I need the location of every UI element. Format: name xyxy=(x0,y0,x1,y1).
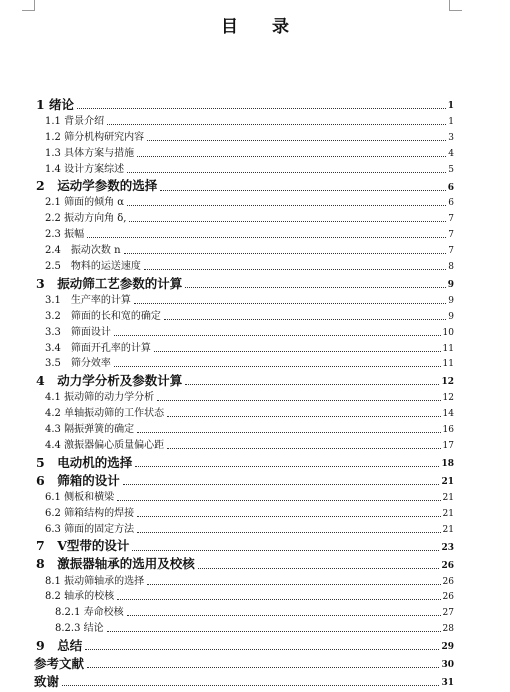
toc-entry-page-number: 3 xyxy=(448,132,454,143)
toc-entry-title: 5 电动机的选择 xyxy=(36,454,133,470)
toc-entry-page-number: 21 xyxy=(442,524,454,535)
toc-entry-page-number: 23 xyxy=(441,542,454,553)
toc-entry-page-number: 12 xyxy=(441,377,454,388)
toc-entry-page-number: 17 xyxy=(442,441,454,452)
dot-leader xyxy=(198,568,440,569)
corner-mark-right xyxy=(449,0,462,11)
toc-entry[interactable] xyxy=(34,634,454,652)
toc-entry-title: 3.5 筛分效率 xyxy=(45,358,111,370)
dot-leader xyxy=(127,615,441,616)
toc-entry-page-number: 26 xyxy=(441,560,454,571)
toc-entry[interactable] xyxy=(34,193,454,209)
dot-leader xyxy=(137,516,440,517)
dot-leader xyxy=(114,366,441,367)
toc-entry-page-number: 26 xyxy=(442,576,454,587)
dot-leader xyxy=(77,108,446,109)
dot-leader xyxy=(127,172,446,173)
toc-entry[interactable] xyxy=(34,306,454,322)
dot-leader xyxy=(167,416,440,417)
toc-entry[interactable] xyxy=(34,322,454,338)
toc-entry-title: 8 激振器轴承的选用及校核 xyxy=(36,556,195,572)
corner-mark-left xyxy=(22,0,35,11)
toc-entry[interactable] xyxy=(34,419,454,435)
toc-entry[interactable] xyxy=(34,553,454,571)
toc-entry-title: 8.2.3 结论 xyxy=(55,623,104,635)
dot-leader xyxy=(107,631,441,632)
dot-leader xyxy=(87,237,446,238)
toc-entry-title: 2.2 振动方向角 δ, xyxy=(45,213,127,225)
dot-leader xyxy=(62,685,439,686)
toc-entry[interactable] xyxy=(34,272,454,290)
toc-entry[interactable] xyxy=(34,451,454,469)
toc-entry-page-number: 1 xyxy=(447,101,454,111)
toc-entry-page-number: 7 xyxy=(448,214,454,225)
toc-entry[interactable] xyxy=(34,143,454,159)
toc-entry-title: 1.1 背景介绍 xyxy=(45,115,105,127)
toc-entry-title: 4.3 隔振弹簧的确定 xyxy=(45,424,135,436)
dot-leader xyxy=(117,599,440,600)
toc-entry-page-number: 9 xyxy=(448,311,454,322)
dot-leader xyxy=(135,466,439,467)
toc-entry-title: 2.5 物料的运送速度 xyxy=(45,261,141,273)
toc-entry-title: 2.1 筛面的倾角 α xyxy=(45,197,125,209)
toc-entry-title: 6.3 筛面的固定方法 xyxy=(45,523,135,535)
toc-entry-page-number: 12 xyxy=(442,393,454,404)
toc-entry-page-number: 16 xyxy=(442,425,454,436)
toc-entry-title: 致谢 xyxy=(34,673,60,689)
dot-leader xyxy=(123,484,440,485)
toc-entry-page-number: 7 xyxy=(448,230,454,241)
toc-entry-title: 6.2 筛箱结构的焊接 xyxy=(45,507,135,519)
toc-entry-title: 3.2 筛面的长和宽的确定 xyxy=(45,310,161,322)
toc-entry-title: 1.3 具体方案与措施 xyxy=(45,147,135,159)
dot-leader xyxy=(87,667,439,668)
toc-entry-title: 1.2 筛分机构研究内容 xyxy=(45,131,145,143)
dot-leader xyxy=(154,351,441,352)
toc-entry[interactable] xyxy=(34,93,454,111)
toc-entry-title: 4 动力学分析及参数计算 xyxy=(36,372,183,388)
dot-leader xyxy=(132,550,439,551)
toc-entry-title: 9 总结 xyxy=(36,637,83,653)
toc-entry[interactable] xyxy=(34,224,454,240)
toc-entry[interactable] xyxy=(34,571,454,587)
toc-entry[interactable] xyxy=(34,469,454,487)
toc-entry-title: 2.4 振动次数 n xyxy=(45,245,121,257)
toc-entry[interactable] xyxy=(34,587,454,603)
toc-entry[interactable] xyxy=(34,175,454,193)
toc-entry-page-number: 26 xyxy=(442,592,454,603)
dot-leader xyxy=(157,400,440,401)
toc-entry-title: 7 V型带的设计 xyxy=(36,538,130,554)
toc-entry[interactable] xyxy=(34,240,454,256)
toc-entry[interactable] xyxy=(34,256,454,272)
dot-leader xyxy=(167,448,440,449)
toc-entry[interactable] xyxy=(34,670,454,688)
toc-entry-title: 参考文献 xyxy=(34,655,85,671)
toc-entry-title: 3 振动筛工艺参数的计算 xyxy=(36,275,183,291)
toc-entry[interactable] xyxy=(34,535,454,553)
toc-entry-title: 1 绪论 xyxy=(36,96,75,112)
toc-entry-page-number: 27 xyxy=(442,608,454,619)
toc-entry[interactable] xyxy=(34,290,454,306)
dot-leader xyxy=(107,124,446,125)
toc-entry[interactable] xyxy=(34,602,454,618)
toc-entry-title: 2.3 振幅 xyxy=(45,229,85,241)
toc-entry-page-number: 5 xyxy=(448,164,454,175)
toc-entry-page-number: 21 xyxy=(441,477,454,488)
dot-leader xyxy=(129,221,446,222)
toc-entry[interactable] xyxy=(34,652,454,670)
toc-entry-title: 2 运动学参数的选择 xyxy=(36,178,158,194)
dot-leader xyxy=(137,432,440,433)
toc-entry-page-number: 18 xyxy=(441,459,454,470)
toc-entry-page-number: 11 xyxy=(442,343,454,354)
toc-entry-page-number: 4 xyxy=(448,148,454,159)
toc-entry-page-number: 31 xyxy=(441,678,454,689)
dot-leader xyxy=(127,205,446,206)
toc-entry-page-number: 6 xyxy=(447,182,454,193)
dot-leader xyxy=(160,190,446,191)
toc-entry-page-number: 7 xyxy=(448,246,454,257)
toc-entry[interactable] xyxy=(34,503,454,519)
toc-entry[interactable] xyxy=(34,354,454,370)
toc-entry-title: 6 筛箱的设计 xyxy=(36,472,120,488)
toc-entry[interactable] xyxy=(34,618,454,634)
toc-entry-title: 4.4 激振器偏心质量偏心距 xyxy=(45,440,165,452)
toc-entry[interactable] xyxy=(34,435,454,451)
page-title: 目 录 xyxy=(221,17,303,37)
dot-leader xyxy=(185,384,439,385)
dot-leader xyxy=(124,253,447,254)
toc-entry[interactable] xyxy=(34,369,454,387)
dot-leader xyxy=(114,335,441,336)
table-of-contents xyxy=(34,93,454,688)
dot-leader xyxy=(117,500,440,501)
toc-entry-title: 8.1 振动筛轴承的选择 xyxy=(45,575,145,587)
dot-leader xyxy=(185,287,446,288)
toc-entry[interactable] xyxy=(34,338,454,354)
toc-entry-title: 1.4 设计方案综述 xyxy=(45,163,125,175)
toc-entry[interactable] xyxy=(34,208,454,224)
toc-entry-page-number: 21 xyxy=(442,492,454,503)
toc-entry-page-number: 28 xyxy=(442,624,454,635)
dot-leader xyxy=(164,319,446,320)
dot-leader xyxy=(144,269,446,270)
dot-leader xyxy=(147,584,440,585)
toc-entry-page-number: 8 xyxy=(448,262,454,273)
toc-entry-page-number: 21 xyxy=(442,508,454,519)
toc-entry[interactable] xyxy=(34,127,454,143)
toc-entry[interactable] xyxy=(34,519,454,535)
toc-entry-page-number: 6 xyxy=(448,198,454,209)
toc-entry-page-number: 11 xyxy=(442,359,454,370)
toc-entry-page-number: 9 xyxy=(448,295,454,306)
toc-entry[interactable] xyxy=(34,387,454,403)
toc-entry-page-number: 14 xyxy=(442,409,454,420)
toc-entry-title: 4.2 单轴振动筛的工作状态 xyxy=(45,408,165,420)
dot-leader xyxy=(147,140,446,141)
dot-leader xyxy=(137,532,440,533)
dot-leader xyxy=(134,303,446,304)
toc-entry-page-number: 9 xyxy=(447,280,454,291)
toc-entry-title: 8.2 轴承的校核 xyxy=(45,591,115,603)
toc-entry[interactable] xyxy=(34,487,454,503)
toc-entry-title: 6.1 侧板和横梁 xyxy=(45,491,115,503)
toc-entry-title: 3.4 筛面开孔率的计算 xyxy=(45,342,151,354)
toc-entry[interactable] xyxy=(34,159,454,175)
dot-leader xyxy=(85,649,439,650)
toc-entry-title: 3.1 生产率的计算 xyxy=(45,294,131,306)
toc-entry-title: 4.1 振动筛的动力学分析 xyxy=(45,392,155,404)
toc-entry-title: 8.2.1 寿命校核 xyxy=(55,607,124,619)
toc-entry[interactable] xyxy=(34,403,454,419)
dot-leader xyxy=(137,156,446,157)
toc-entry-page-number: 29 xyxy=(441,642,454,653)
toc-entry-page-number: 1 xyxy=(448,116,454,127)
toc-entry-title: 3.3 筛面设计 xyxy=(45,326,111,338)
toc-entry-page-number: 30 xyxy=(441,660,454,671)
toc-entry-page-number: 10 xyxy=(442,327,454,338)
toc-entry[interactable] xyxy=(34,111,454,127)
